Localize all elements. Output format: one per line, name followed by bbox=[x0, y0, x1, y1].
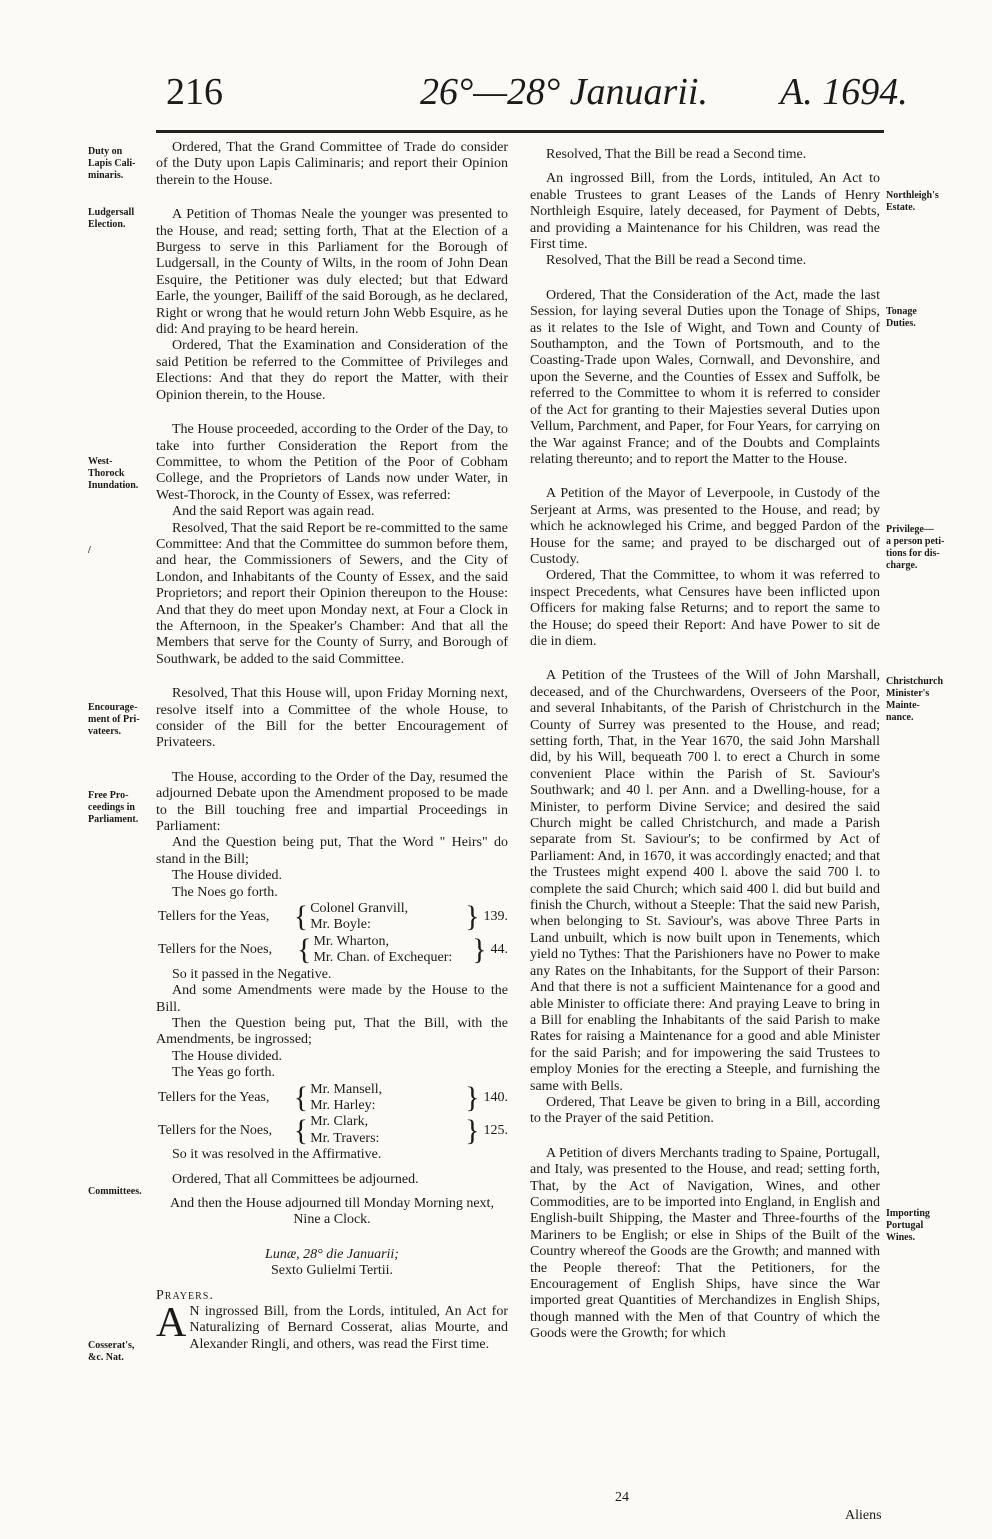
paragraph: The House proceeded, according to the Order of the Day, to take into further Consideration the Report from the Committee, to whom the Petition of the Poor of Cobham College, and the Proprietors of Lands now under Water, in West-Thorock, in the County of Essex, was referred: bbox=[156, 422, 508, 503]
day-heading: Lunæ, 28° die Januarii; bbox=[265, 1246, 399, 1262]
paragraph: And the Question being put, That the Word " Heirs" do stand in the Bill; bbox=[156, 835, 508, 867]
margin-note: Ludgersall Election. bbox=[88, 207, 135, 230]
margin-note: Free Pro- ceedings in Parliament. bbox=[88, 790, 139, 825]
paragraph: Ordered, That the Grand Committee of Trade do consider of the Duty upon Lapis Caliminaris; and report their Opinion therein to the House. bbox=[156, 140, 508, 188]
margin-note: West- Thorock Inundation. bbox=[88, 456, 139, 491]
paragraph: A Petition of divers Merchants trading to Spaine, Portugall, and Italy, was presented to the House, and read; setting forth, That, by the Act of Navigation, Wines, and other Commodities, are to be imported into England, in English and English-built Shipping, the Master and Three-fourths of the Mariners to be English; or else in Ships of the Built of the Country whereof the Goods are the Growth; and manned with the People thereof: That the Petitioners, for the Encouragement of English Ships, have since the War imported great Quantities of Merchandizes in English Ships, though manned with the Men of that Country of which the Goods were the Growth; for which bbox=[530, 1145, 880, 1342]
tellers-block: Tellers for the Noes, { Mr. Wharton, Mr. Chan. of Exchequer: } 44. bbox=[158, 933, 508, 967]
margin-note: Christchurch Minister's Mainte- nance. bbox=[886, 676, 944, 723]
paragraph: Resolved, That the said Report be re-committed to the same Committee: And that the Committee do summon before them, and hear, the Commissioners of Sewers, and the City of London, and Inhabitants of the County of Essex, and the said Proprietors; and report their Opinion thereupon to the House: And that they do meet upon Monday next, at Four a Clock in the Afternoon, in the Speaker's Chamber: And that all the Members that serve for the County of Surry, and Borough of Southwark, be added to the said Committee. bbox=[156, 520, 508, 667]
paragraph: Resolved, That the Bill be read a Second time. bbox=[546, 147, 807, 162]
left-column bbox=[156, 140, 508, 1353]
margin-note: Duty on Lapis Cali- minaris. bbox=[88, 146, 136, 181]
paragraph: Ordered, That the Examination and Consideration of the said Petition be referred to the Committee of Privileges and Elections: And that they do report the Matter, with their Opinion therein, to the House. bbox=[156, 338, 508, 403]
vote-count: 125. bbox=[483, 1122, 508, 1138]
paragraph: Ordered, That the Consideration of the Act, made the last Session, for laying several Duties upon the Tonage of Ships, as it relates to the Isle of Wight, and Town and County of Southampton, and the Town of Portsmouth, and to the Coasting-Trade upon Wales, Cornwall, and Devonshire, and upon the Severne, and the Counties of Essex and Suffolk, be referred to the Committee to whom it is referred to consider of the Act for granting to their Majesties several Duties upon Vellum, Parchment, and Paper, for Four Years, for carrying on the War against France; and of the Doubts and Complaints relating thereunto; and to report the Matter to the House. bbox=[530, 287, 880, 467]
paragraph: A Petition of the Mayor of Leverpoole, in Custody of the Serjeant at Arms, was presented to the House, and read; by which he acknowleged his Crime, and begged Pardon of the House for the same; and prayed to be discharged out of Custody. bbox=[530, 486, 880, 567]
tellers-block: Tellers for the Noes, { Mr. Clark, Mr. Travers: } 125. bbox=[158, 1113, 508, 1147]
paragraph: And some Amendments were made by the House to the Bill. bbox=[156, 983, 508, 1015]
right-column bbox=[530, 147, 880, 1343]
prayers-heading: Prayers. bbox=[156, 1287, 214, 1303]
running-header bbox=[0, 70, 992, 130]
margin-note: Cosserat's, &c. Nat. bbox=[88, 1340, 135, 1363]
paragraph: An ingrossed Bill, from the Lords, intituled, An Act to enable Trustees to grant Leases of the Lands of Henry Northleigh Esquire, lately deceased, for Payment of Debts, and providing a Maintenance for his Children, was read the First time. bbox=[530, 171, 880, 253]
paragraph: Resolved, That this House will, upon Friday Morning next, resolve itself into a Committee of the whole House, to consider of the Bill for the better Encouragement of Privateers. bbox=[156, 686, 508, 751]
paragraph: The Yeas go forth. bbox=[172, 1065, 276, 1081]
paragraph: Ordered, That the Committee, to whom it was referred to inspect Precedents, what Censures have been inflicted upon Officers for making false Returns; and to report the same to the House; do speed their Report: And have Power to sit de die in diem. bbox=[530, 568, 880, 649]
margin-note: Privilege— a person peti- tions for dis- charge. bbox=[886, 524, 945, 571]
signature-mark: 24 bbox=[615, 1490, 629, 1505]
header-year: A. 1694. bbox=[780, 71, 908, 113]
margin-note: Northleigh's Estate. bbox=[886, 190, 939, 213]
reign-heading: Sexto Gulielmi Tertii. bbox=[270, 1263, 394, 1279]
adjournment: And then the House adjourned till Monday Morning next, Nine a Clock. bbox=[170, 1195, 494, 1228]
tellers-block: Tellers for the Yeas, { Colonel Granvill, Mr. Boyle: } 139. bbox=[158, 900, 508, 934]
paragraph: So it passed in the Negative. bbox=[172, 966, 332, 982]
paragraph: The Noes go forth. bbox=[172, 884, 278, 900]
paragraph: Ordered, That Leave be given to bring in a Bill, according to the Prayer of the said Petition. bbox=[530, 1094, 880, 1127]
catchword: Aliens bbox=[845, 1508, 882, 1523]
margin-note: / bbox=[88, 545, 91, 556]
paragraph: A Petition of Thomas Neale the younger was presented to the House, and read; setting forth, That at the Election of a Burgess to serve in this Parliament for the Borough of Ludgersall, in the County of Wilts, in the room of John Dean Esquire, the Petitioner was duly elected; but that Edward Earle, the younger, Bailiff of the said Borough, as he declared, Right or wrong that he would return John Webb Esquire, as he did: And praying to be heard herein. bbox=[156, 207, 508, 338]
header-rule bbox=[156, 130, 884, 133]
header-date: 26°—28° Januarii. bbox=[420, 71, 708, 113]
paragraph: Then the Question being put, That the Bill, with the Amendments, be ingrossed; bbox=[156, 1015, 508, 1048]
vote-count: 139. bbox=[483, 909, 508, 925]
paragraph: The House divided. bbox=[172, 868, 283, 884]
tellers-block: Tellers for the Yeas, { Mr. Mansell, Mr. Harley: } 140. bbox=[158, 1080, 508, 1114]
paragraph: The House divided. bbox=[172, 1048, 283, 1064]
vote-count: 140. bbox=[483, 1089, 508, 1105]
drop-cap: A bbox=[156, 1300, 187, 1346]
paragraph: A Petition of the Trustees of the Will of John Marshall, deceased, and of the Churchwardens, Overseers of the Poor, and several Inhabitants, of the Parish of Christchurch in the County of Surrey was presented to the House, and read; setting forth, That, in the Year 1670, the said John Marshall did, by his Will, bequeath 700 l. to erect a Church in some convenient Place within the Parish of St. Saviour's Southwark; and 40 l. per Ann. and a Dwelling-house, for a Minister, to perform Divine Service; and desired the said Church might be called Christchurch, and made a Parish separate from St. Saviour's; to be confirmed by Act of Parliament: And, in 1670, it was accordingly enacted; and that the Trustees might expend 400 l. above the said 700 l. to complete the said Church; which said 400 l. did but build and finish the Church, without a Steeple: That the said new Parish, when belonging to St. Saviour's, was above Three Parts in Land unbuilt, which is now built upon in Tenements, which yield no Tythes: That the Parishioners have no Power to make any Rates on the Inhabitants, for the Support of their Parson: And that there is not a sufficient Maintenance for a good and able Minister to officiate there: And praying Leave to bring in a Bill for enabling the Inhabitants of the said Parish to make Rates for raising a Maintenance for a good and able Minister for the said Parish; and for impowering the said Trustees to employ Monies for the erecting a Steeple, and furnishing the same with Bells. bbox=[530, 668, 880, 1094]
paragraph: So it was resolved in the Affirmative. bbox=[172, 1147, 382, 1163]
paragraph: Resolved, That the Bill be read a Second time. bbox=[546, 253, 807, 269]
margin-note: Encourage- ment of Pri- vateers. bbox=[88, 702, 140, 737]
paragraph: And the said Report was again read. bbox=[172, 504, 375, 520]
margin-note: Committees. bbox=[88, 1186, 142, 1197]
vote-count: 44. bbox=[490, 942, 508, 958]
paragraph: Ordered, That all Committees be adjourned. bbox=[172, 1171, 419, 1187]
page-number: 216 bbox=[166, 71, 223, 113]
paragraph: A N ingrossed Bill, from the Lords, intituled, An Act for Naturalizing of Bernard Cosserat, alias Mourte, and Alexander Ringli, and others, was read the First time. bbox=[156, 1300, 508, 1352]
paragraph: The House, according to the Order of the Day, resumed the adjourned Debate upon the Amendment proposed to be made to the Bill touching free and impartial Proceedings in Parliament: bbox=[156, 769, 508, 835]
margin-note: Importing Portugal Wines. bbox=[886, 1208, 930, 1243]
margin-note: Tonage Duties. bbox=[886, 306, 917, 329]
